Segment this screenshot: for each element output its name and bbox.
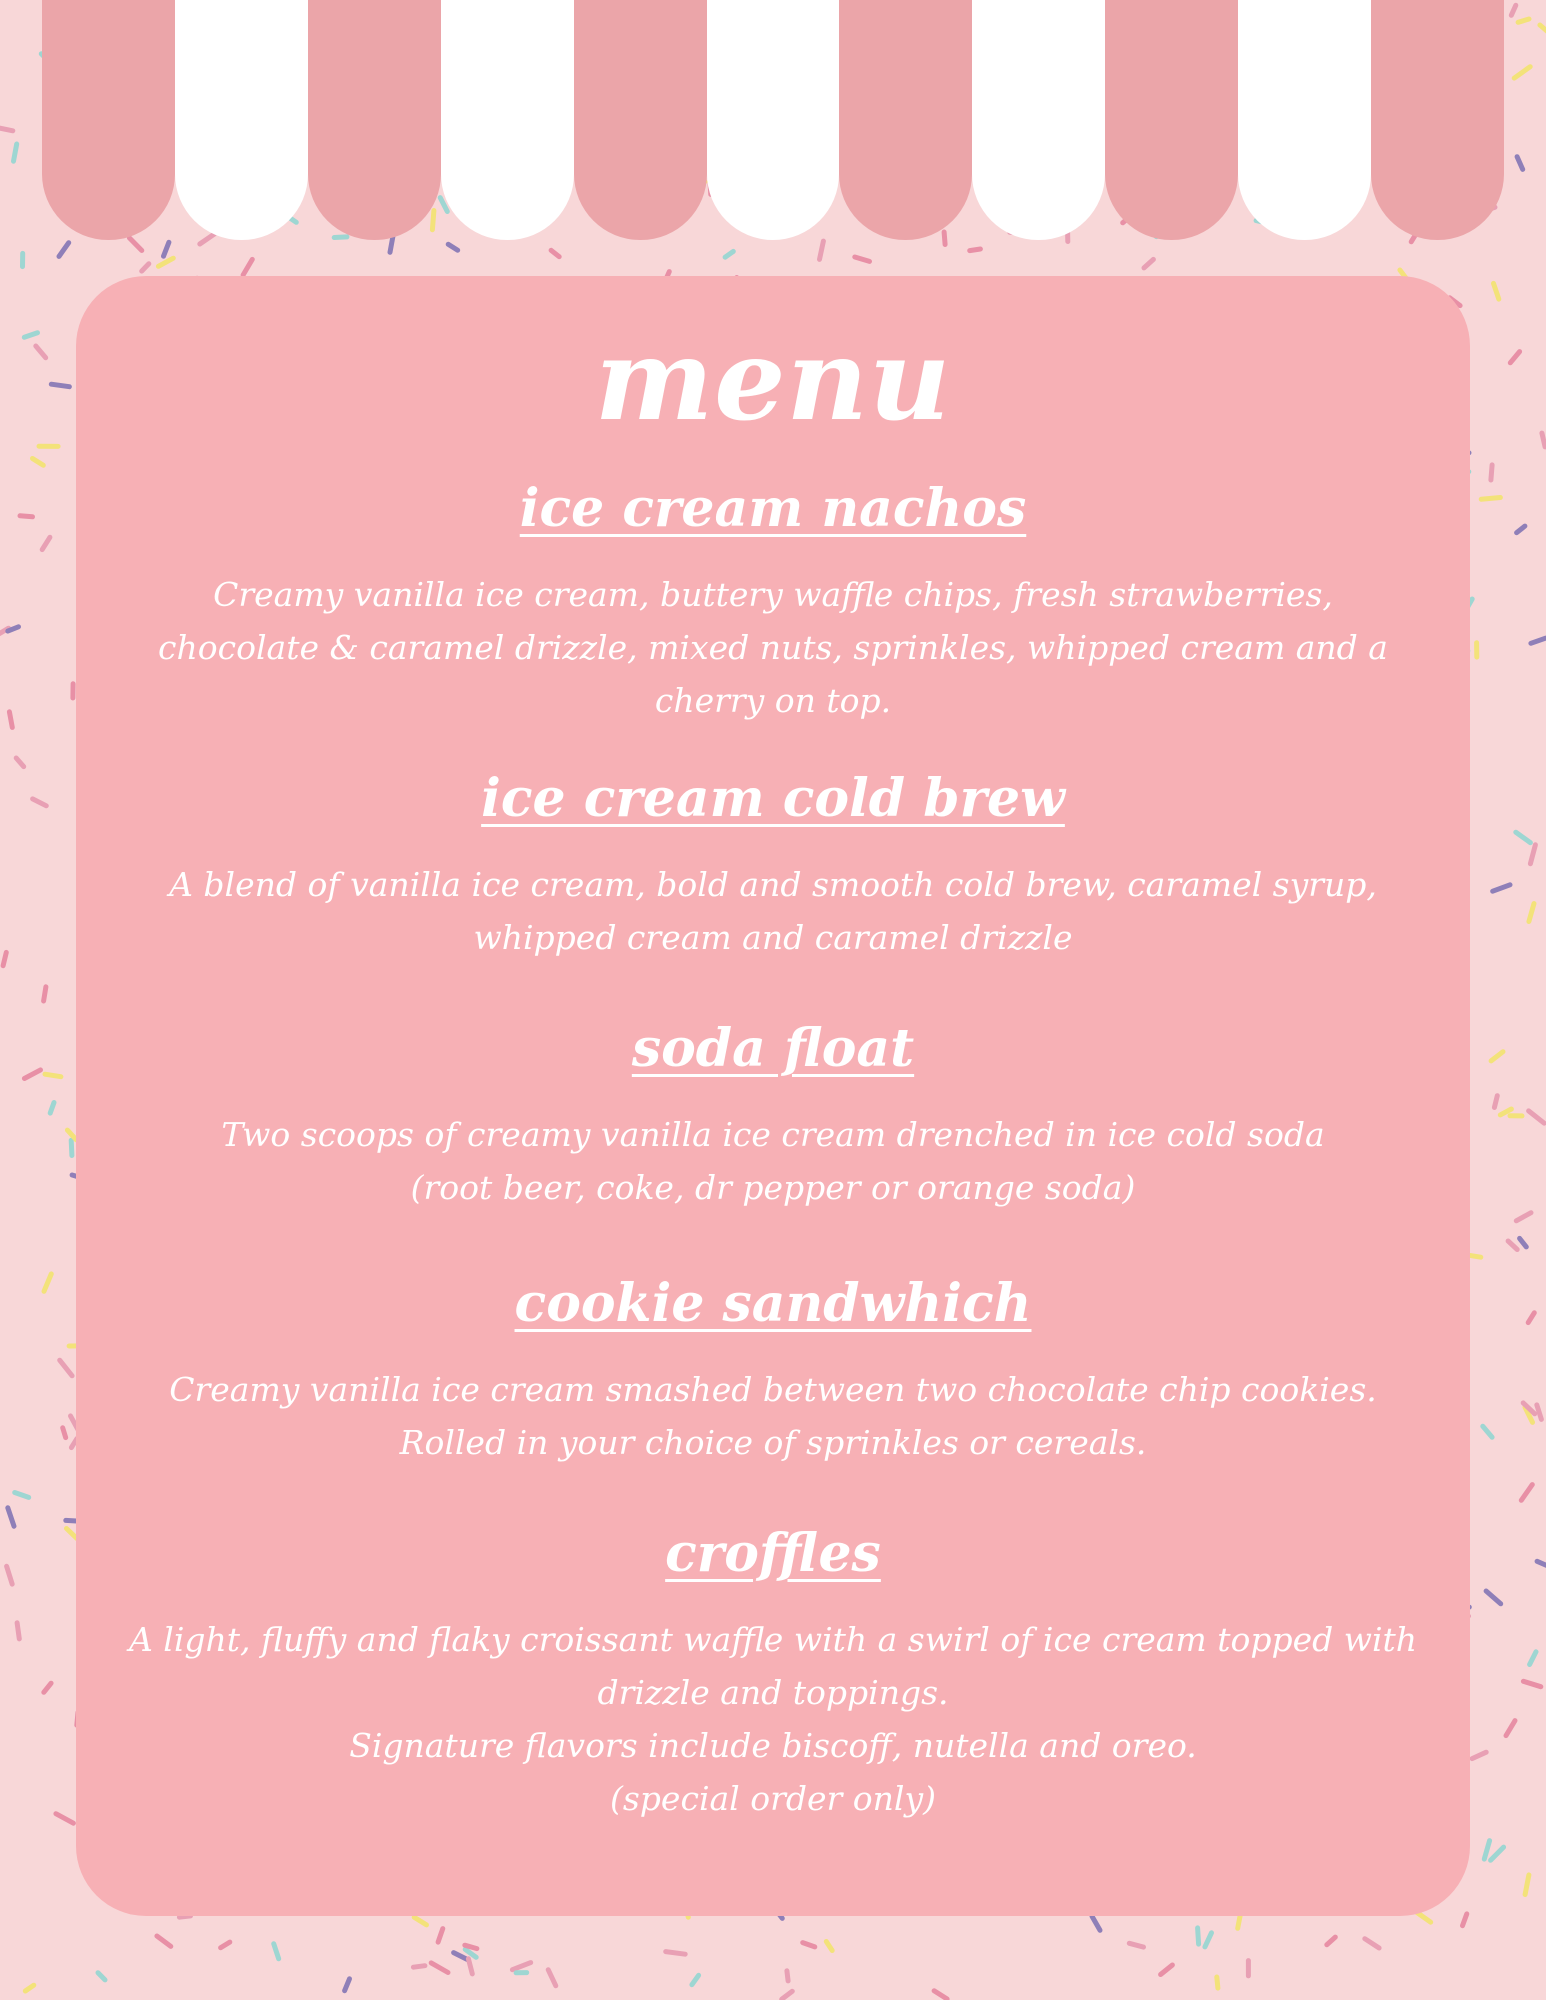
sprinkle [1481, 498, 1500, 500]
sprinkle [44, 987, 46, 1001]
sprinkle [1520, 1238, 1527, 1247]
sprinkle [98, 1973, 105, 1980]
sprinkle [33, 459, 44, 466]
sprinkle [60, 1360, 72, 1376]
sprinkle [44, 1683, 51, 1692]
sprinkle [1494, 283, 1499, 299]
sprinkle [803, 1943, 815, 1947]
sprinkle [1491, 1052, 1503, 1061]
menu-item-title: ice cream nachos [519, 478, 1027, 539]
sprinkle [1472, 1752, 1486, 1758]
sprinkle [1161, 1965, 1173, 1975]
sprinkle [970, 249, 981, 251]
sprinkle [1511, 5, 1516, 15]
sprinkle [1205, 1933, 1212, 1947]
awning-stripe [441, 0, 574, 240]
sprinkle [1506, 1721, 1515, 1736]
sprinkle [1518, 19, 1529, 22]
sprinkle [826, 1942, 832, 1951]
sprinkle [17, 1623, 19, 1639]
sprinkle [1491, 1847, 1504, 1860]
sprinkle [1517, 157, 1523, 170]
sprinkle [25, 1985, 34, 1991]
sprinkle [345, 1979, 350, 1991]
menu-item-description [116, 1613, 1430, 1825]
sprinkle [51, 384, 69, 387]
sprinkle [44, 1274, 51, 1291]
sprinkle [36, 346, 46, 358]
sprinkle [1525, 1875, 1529, 1895]
awning-stripe [839, 0, 972, 240]
menu-title: menu [594, 315, 952, 446]
sprinkle [1463, 1914, 1467, 1926]
sprinkle [1516, 832, 1531, 843]
sprinkle [1530, 845, 1535, 864]
menu-item-description [116, 568, 1430, 727]
description-line: Rolled in your choice of sprinkles or cereals. [399, 1423, 1147, 1462]
sprinkle [431, 1963, 448, 1973]
description-line: Two scoops of creamy vanilla ice cream drenched in ice cold soda [221, 1115, 1325, 1154]
sprinkle [1483, 1426, 1492, 1437]
sprinkle [1531, 638, 1546, 643]
sprinkle [59, 243, 69, 257]
sprinkle [71, 1140, 72, 1155]
awning-stripe [574, 0, 707, 240]
description-line: cherry on top. [654, 681, 892, 720]
sprinkle [8, 1508, 14, 1526]
sprinkle [274, 1944, 279, 1959]
awning-stripe [308, 0, 441, 240]
menu-item-cookie-sandwhich [116, 1271, 1430, 1469]
sprinkle [1514, 67, 1530, 78]
sprinkle [42, 537, 50, 549]
sprinkle [33, 799, 47, 806]
sprinkle [934, 1991, 947, 1999]
awning-stripe [42, 0, 175, 240]
sprinkle [414, 1917, 426, 1925]
description-line: chocolate & caramel drizzle, mixed nuts, sprinkles, whipped cream and a [158, 628, 1388, 667]
sprinkle [24, 333, 37, 338]
sprinkle [16, 758, 24, 767]
menu-item-title: soda float [631, 1018, 915, 1079]
sprinkle [465, 1945, 477, 1948]
sprinkle [1537, 1405, 1542, 1420]
sprinkle [1530, 1652, 1536, 1665]
sprinkle [1217, 1977, 1218, 1988]
sprinkle [158, 258, 173, 266]
description-line: A light, fluffy and flaky croissant waffle with a swirl of ice cream topped with [128, 1620, 1418, 1659]
sprinkle [782, 1991, 793, 1999]
sprinkle [666, 1952, 686, 1955]
awning-stripe [1105, 0, 1238, 240]
sprinkle [20, 516, 33, 517]
sprinkle [413, 1966, 425, 1968]
sprinkle [1540, 25, 1546, 32]
sprinkle [448, 244, 458, 250]
sprinkle [1529, 1111, 1545, 1123]
sprinkle [1523, 1681, 1540, 1686]
sprinkle [1365, 1939, 1379, 1948]
sprinkle [9, 712, 12, 728]
sprinkle [1129, 1943, 1143, 1947]
sprinkle [15, 1493, 29, 1498]
sprinkle [1494, 1096, 1497, 1108]
menu-item-ice-cream-nachos [116, 476, 1430, 727]
sprinkle [63, 1428, 66, 1438]
awning-stripe [707, 0, 840, 240]
menu-item-ice-cream-cold-brew [116, 766, 1430, 964]
sprinkle [179, 1916, 190, 1917]
sprinkle [465, 1949, 476, 1957]
sprinkle [1198, 1928, 1199, 1944]
menu-item-soda-float [116, 1016, 1430, 1214]
sprinkle [1510, 352, 1519, 363]
sprinkle [551, 250, 559, 256]
menu-panel [76, 276, 1470, 1916]
sprinkle [438, 1929, 443, 1943]
menu-item-croffles [116, 1521, 1430, 1825]
sprinkle [787, 1971, 788, 1981]
menu-item-description [116, 1363, 1430, 1469]
sprinkle [243, 259, 252, 275]
sprinkle [468, 1959, 472, 1974]
menu-item-title: croffles [665, 1523, 881, 1584]
description-line: Creamy vanilla ice cream smashed between two chocolate chip cookies. [169, 1370, 1377, 1409]
sprinkle [820, 241, 824, 259]
sprinkle [56, 1814, 74, 1824]
sprinkle [1528, 1313, 1534, 1323]
awning-stripe [1371, 0, 1504, 240]
sprinkle [1542, 433, 1545, 447]
sprinkle [50, 1103, 54, 1114]
description-line: (root beer, coke, dr pepper or orange soda) [410, 1168, 1136, 1207]
description-line: drizzle and toppings. [597, 1673, 949, 1712]
sprinkle [725, 251, 733, 257]
sprinkle [1508, 1241, 1517, 1250]
sprinkle [548, 1970, 556, 1986]
sprinkle [24, 1070, 40, 1079]
sprinkle [157, 1936, 171, 1946]
sprinkle [221, 1942, 230, 1948]
description-line: whipped cream and caramel drizzle [473, 918, 1073, 957]
sprinkle [67, 1130, 76, 1140]
sprinkle [14, 144, 17, 161]
sprinkle [1493, 885, 1510, 891]
sprinkle [7, 1566, 13, 1584]
sprinkle [512, 1963, 530, 1970]
description-line: A blend of vanilla ice cream, bold and smooth cold brew, caramel syrup, [169, 865, 1377, 904]
sprinkle [1517, 526, 1525, 533]
description-line: Creamy vanilla ice cream, buttery waffle chips, fresh strawberries, [213, 575, 1333, 614]
description-line: Signature flavors include biscoff, nutella and oreo. [349, 1726, 1197, 1765]
sprinkle [1092, 1916, 1100, 1930]
sprinkle [1521, 1485, 1532, 1501]
sprinkle [0, 128, 13, 131]
sprinkle [1516, 1213, 1531, 1221]
awning-stripe [1238, 0, 1371, 240]
description-line: (special order only) [610, 1779, 936, 1818]
sprinkle [1484, 1841, 1489, 1860]
sprinkle [454, 1953, 468, 1960]
sprinkle [164, 242, 169, 256]
sprinkle [855, 257, 870, 261]
menu-item-title: ice cream cold brew [481, 768, 1065, 829]
sprinkle [45, 1074, 61, 1077]
sprinkle [1327, 1937, 1336, 1945]
menu-item-description [116, 1108, 1430, 1214]
sprinkle [142, 264, 149, 271]
sprinkle [3, 952, 6, 965]
awning-stripe [972, 0, 1105, 240]
menu-item-title: cookie sandwhich [514, 1273, 1032, 1334]
sprinkle [692, 1975, 699, 1984]
striped-awning [42, 0, 1504, 240]
sprinkle [1486, 1591, 1501, 1604]
sprinkle [1537, 1561, 1546, 1568]
sprinkle [1144, 259, 1153, 268]
menu-item-description [116, 858, 1430, 964]
sprinkle [1417, 1912, 1431, 1922]
sprinkle [1529, 904, 1534, 922]
sprinkle [1491, 465, 1492, 480]
awning-stripe [175, 0, 308, 240]
